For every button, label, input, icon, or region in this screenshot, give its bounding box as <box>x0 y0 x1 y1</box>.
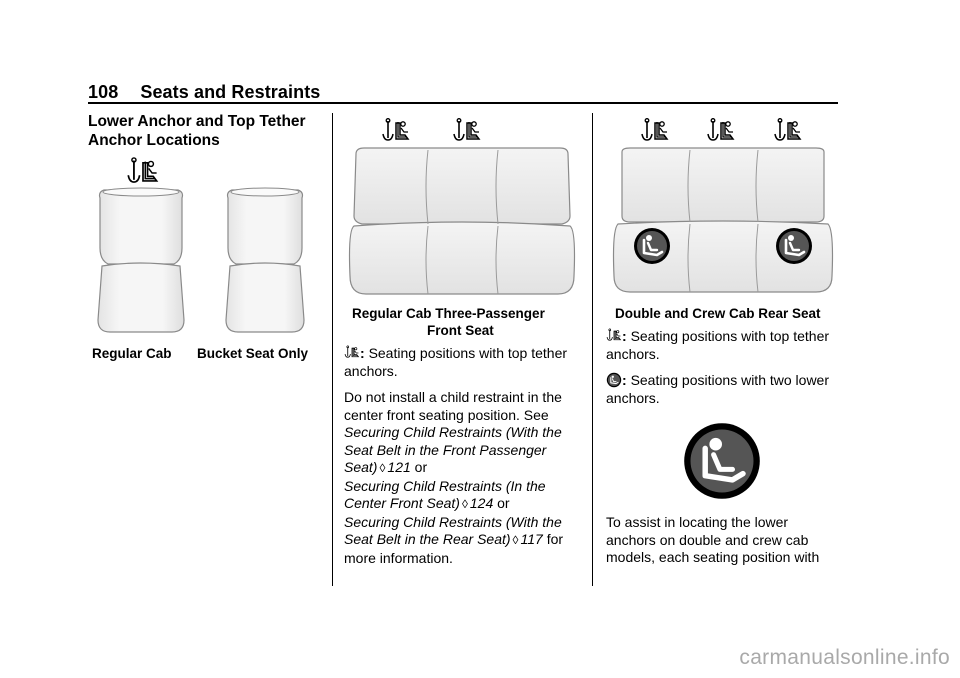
lower-legend-right <box>606 372 838 407</box>
column-divider-left <box>332 113 333 586</box>
legend-colon: : <box>622 372 627 388</box>
regular-cab-seat <box>98 188 184 332</box>
caption-bucket-seat: Bucket Seat Only <box>197 346 309 361</box>
caption-rear-seat: Double and Crew Cab Rear Seat <box>615 306 821 321</box>
xref-page-117[interactable]: 117 <box>520 531 543 547</box>
page-header <box>88 82 320 103</box>
tether-anchor-icon <box>640 117 670 147</box>
caption-three-passenger-line1: Regular Cab Three-Passenger <box>352 306 545 321</box>
xref-page-121[interactable]: 121 <box>387 459 411 475</box>
center-seat-warning <box>344 389 579 567</box>
watermark: carmanualsonline.info <box>739 646 950 669</box>
tether-anchor-icon <box>706 117 736 147</box>
tether-anchor-icon <box>344 345 360 361</box>
column-divider-right <box>592 113 593 586</box>
legend-colon: : <box>622 328 627 344</box>
page-number: 108 <box>88 82 119 102</box>
tether-anchor-icon <box>381 117 411 147</box>
lower-anchor-icon <box>680 419 764 503</box>
regular-cab-seats-illustration <box>90 180 320 338</box>
tether-legend-text: Seating positions with top tether anchors. <box>344 345 568 379</box>
more-info-text: more information. <box>344 549 453 566</box>
header-rule <box>88 102 838 104</box>
chapter-title: Seats and Restraints <box>140 82 321 102</box>
tether-legend-text: Seating positions with top tether anchors. <box>606 328 830 362</box>
legend-colon: : <box>360 345 365 361</box>
tether-anchor-icon <box>606 328 622 344</box>
lower-anchor-icon <box>606 372 622 388</box>
xref-page-124[interactable]: 124 <box>469 495 494 511</box>
rear-seat-illustration <box>612 146 834 296</box>
tether-anchor-icon <box>452 117 482 147</box>
lower-anchor-icon <box>634 228 670 264</box>
lower-anchor-icon <box>776 228 812 264</box>
section-title: Lower Anchor and Top Tether Anchor Locations <box>88 113 306 149</box>
bucket-seat <box>226 188 304 332</box>
or-text: or <box>414 459 428 475</box>
xref-front-passenger[interactable]: Securing Child Restraints (With the Seat Belt in the Front Passenger Seat) <box>344 424 562 475</box>
xref-rear-seat[interactable]: Securing Child Restraints (With the Seat Belt in the Rear Seat) <box>344 513 562 547</box>
xref-glyph: ◊ <box>379 461 386 475</box>
caption-three-passenger-line2: Front Seat <box>427 323 494 338</box>
xref-center-front[interactable]: Securing Child Restraints (In the Center Front Seat) <box>344 477 546 511</box>
middle-text-block <box>344 345 579 576</box>
lower-legend-text: Seating positions with two lower anchors. <box>606 372 829 406</box>
or-text: or <box>497 495 510 511</box>
xref-glyph: ◊ <box>512 533 519 547</box>
tether-legend-middle <box>344 345 579 380</box>
right-legend-block <box>606 328 838 416</box>
tether-legend-right <box>606 328 838 363</box>
for-text: for <box>546 531 564 547</box>
tether-anchor-icon <box>773 117 803 147</box>
xref-glyph: ◊ <box>461 497 468 511</box>
right-body-text: To assist in locating the lower anchors on double and crew cab models, each seating position with <box>606 514 820 565</box>
three-passenger-front-seat-illustration <box>348 146 576 298</box>
caption-regular-cab: Regular Cab <box>92 346 172 361</box>
warning-intro: Do not install a child restraint in the center front seating position. See <box>344 389 562 423</box>
